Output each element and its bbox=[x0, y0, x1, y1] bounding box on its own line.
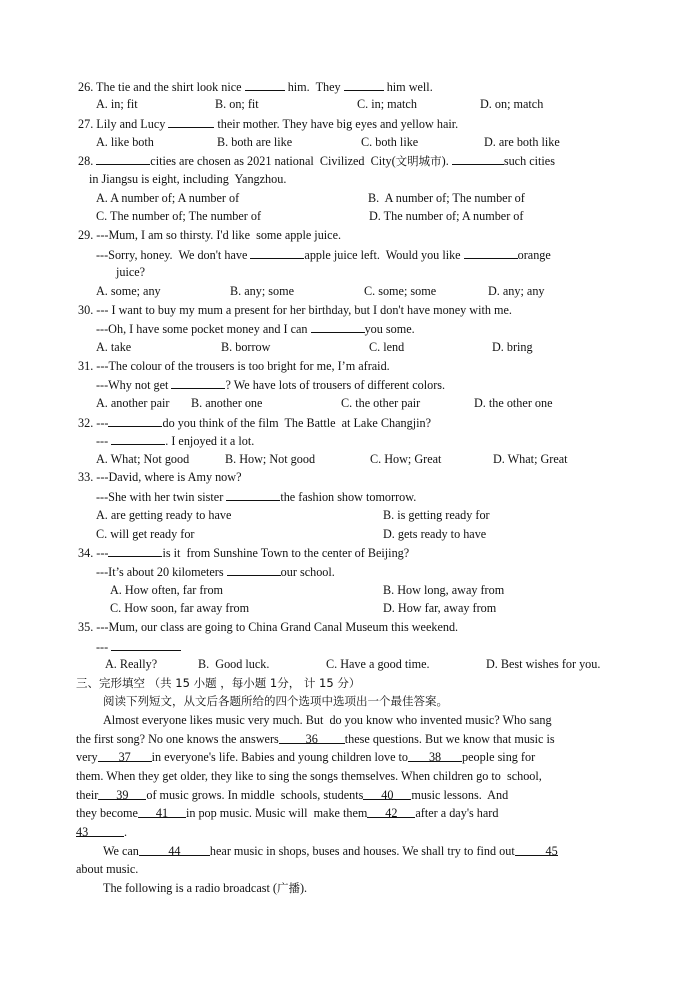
option-27d: D. are both like bbox=[484, 135, 560, 149]
option-32a: A. What; Not good bbox=[96, 452, 190, 466]
option-35c: C. Have a good time. bbox=[326, 657, 430, 671]
blank-43: 43 bbox=[76, 825, 124, 837]
option-31c: C. the other pair bbox=[341, 396, 421, 410]
option-26c: C. in; match bbox=[357, 97, 417, 111]
option-31d: D. the other one bbox=[474, 396, 553, 410]
option-28b: B. A number of; The number of bbox=[368, 191, 525, 205]
question-31-line2: ---Why not get ? We have lots of trousers of different colors. bbox=[96, 378, 446, 392]
option-27b: B. both are like bbox=[217, 135, 293, 149]
option-33d: D. gets ready to have bbox=[383, 527, 487, 541]
question-28-stem: 28. cities are chosen as 2021 national Civilized City(文明城市). such cities bbox=[78, 154, 555, 168]
option-28c: C. The number of; The number of bbox=[96, 209, 262, 223]
question-29-line3: juice? bbox=[116, 265, 146, 279]
option-27c: C. both like bbox=[361, 135, 419, 149]
option-30c: C. lend bbox=[369, 340, 405, 354]
question-27-stem: 27. Lily and Lucy their mother. They have big eyes and yellow hair. bbox=[78, 117, 459, 131]
blank-39: 39 bbox=[98, 788, 146, 800]
passage-line-6: they become 41 in pop music. Music will make them 42 after a day's hard bbox=[76, 806, 499, 820]
passage-line-7: 43 . bbox=[76, 825, 128, 839]
question-35-line1: 35. ---Mum, our class are going to China Grand Canal Museum this weekend. bbox=[78, 620, 459, 634]
option-26b: B. on; fit bbox=[215, 97, 259, 111]
option-34a: A. How often, far from bbox=[110, 583, 224, 597]
blank-42: 42 bbox=[367, 806, 415, 818]
passage-line-4: them. When they get older, they like to sing the songs themselves. When children go to school, bbox=[76, 769, 542, 783]
option-33a: A. are getting ready to have bbox=[96, 508, 232, 522]
option-35a: A. Really? bbox=[105, 657, 158, 671]
option-28d: D. The number of; A number of bbox=[369, 209, 524, 223]
option-26a: A. in; fit bbox=[96, 97, 138, 111]
question-34-line1: 34. --- is it from Sunshine Town to the center of Beijing? bbox=[78, 546, 410, 560]
blank-44: 44 bbox=[139, 844, 210, 856]
option-30b: B. borrow bbox=[221, 340, 271, 354]
passage-line-8: We can 44 hear music in shops, buses and houses. We shall try to find out 45 bbox=[103, 844, 558, 858]
option-33b: B. is getting ready for bbox=[383, 508, 490, 522]
question-33-line1: 33. ---David, where is Amy now? bbox=[78, 470, 242, 484]
section-3-heading: 三、完形填空 （共 15 小题 ，每小题 1分， 计 15 分） bbox=[76, 676, 361, 690]
blank-41: 41 bbox=[138, 806, 186, 818]
option-30d: D. bring bbox=[492, 340, 533, 354]
question-30-line1: 30. --- I want to buy my mum a present for her birthday, but I don't have money with me. bbox=[78, 303, 512, 317]
option-31b: B. another one bbox=[191, 396, 263, 410]
option-29c: C. some; some bbox=[364, 284, 437, 298]
option-29b: B. any; some bbox=[230, 284, 294, 298]
option-34d: D. How far, away from bbox=[383, 601, 497, 615]
question-31-line1: 31. ---The colour of the trousers is too bright for me, I’m afraid. bbox=[78, 359, 390, 373]
blank-37: 37 bbox=[98, 750, 152, 762]
blank-45: 45 bbox=[515, 844, 558, 856]
question-32-line1: 32. --- do you think of the film The Battle at Lake Changjin? bbox=[78, 416, 431, 430]
passage-line-2: the first song? No one knows the answers 36 these questions. But we know that music is bbox=[76, 732, 555, 746]
option-29a: A. some; any bbox=[96, 284, 161, 298]
question-29-line2: ---Sorry, honey. We don't have apple juice left. Would you like orange bbox=[96, 248, 551, 262]
option-32d: D. What; Great bbox=[493, 452, 568, 466]
question-35-line2: --- bbox=[96, 639, 181, 655]
passage-line-9: about music. bbox=[76, 862, 139, 876]
question-34-line2: ---It’s about 20 kilometers our school. bbox=[96, 565, 335, 579]
option-35d: D. Best wishes for you. bbox=[486, 657, 601, 671]
question-30-line2: ---Oh, I have some pocket money and I can you some. bbox=[96, 322, 415, 336]
passage-line-3: very 37 in everyone's life. Babies and young children love to 38 people sing for bbox=[76, 750, 536, 764]
option-32c: C. How; Great bbox=[370, 452, 442, 466]
section-3-instruction: 阅读下列短文，从文后各题所给的四个选项中选项出一个最佳答案。 bbox=[103, 694, 448, 708]
option-33c: C. will get ready for bbox=[96, 527, 195, 541]
option-31a: A. another pair bbox=[96, 396, 170, 410]
option-26d: D. on; match bbox=[480, 97, 544, 111]
question-33-line2: ---She with her twin sister the fashion show tomorrow. bbox=[96, 490, 417, 504]
option-35b: B. Good luck. bbox=[198, 657, 270, 671]
blank-40: 40 bbox=[363, 788, 411, 800]
option-29d: D. any; any bbox=[488, 284, 545, 298]
question-28-stem-line2: in Jiangsu is eight, including Yangzhou. bbox=[89, 172, 287, 186]
blank-38: 38 bbox=[408, 750, 462, 762]
passage-line-5: their 39 of music grows. In middle schools, students 40 music lessons. And bbox=[76, 788, 509, 802]
question-26-stem: 26. The tie and the shirt look nice him. They him well. bbox=[78, 80, 433, 94]
option-27a: A. like both bbox=[96, 135, 154, 149]
question-29-line1: 29. ---Mum, I am so thirsty. I'd like some apple juice. bbox=[78, 228, 342, 242]
option-34b: B. How long, away from bbox=[383, 583, 505, 597]
option-30a: A. take bbox=[96, 340, 132, 354]
option-32b: B. How; Not good bbox=[225, 452, 316, 466]
passage-line-1: Almost everyone likes music very much. But do you know who invented music? Who sang bbox=[103, 713, 552, 727]
blank-36: 36 bbox=[279, 732, 345, 744]
option-34c: C. How soon, far away from bbox=[110, 601, 250, 615]
passage-line-10: The following is a radio broadcast (广播). bbox=[103, 881, 308, 895]
question-32-line2: --- . I enjoyed it a lot. bbox=[96, 434, 255, 448]
option-28a: A. A number of; A number of bbox=[96, 191, 240, 205]
